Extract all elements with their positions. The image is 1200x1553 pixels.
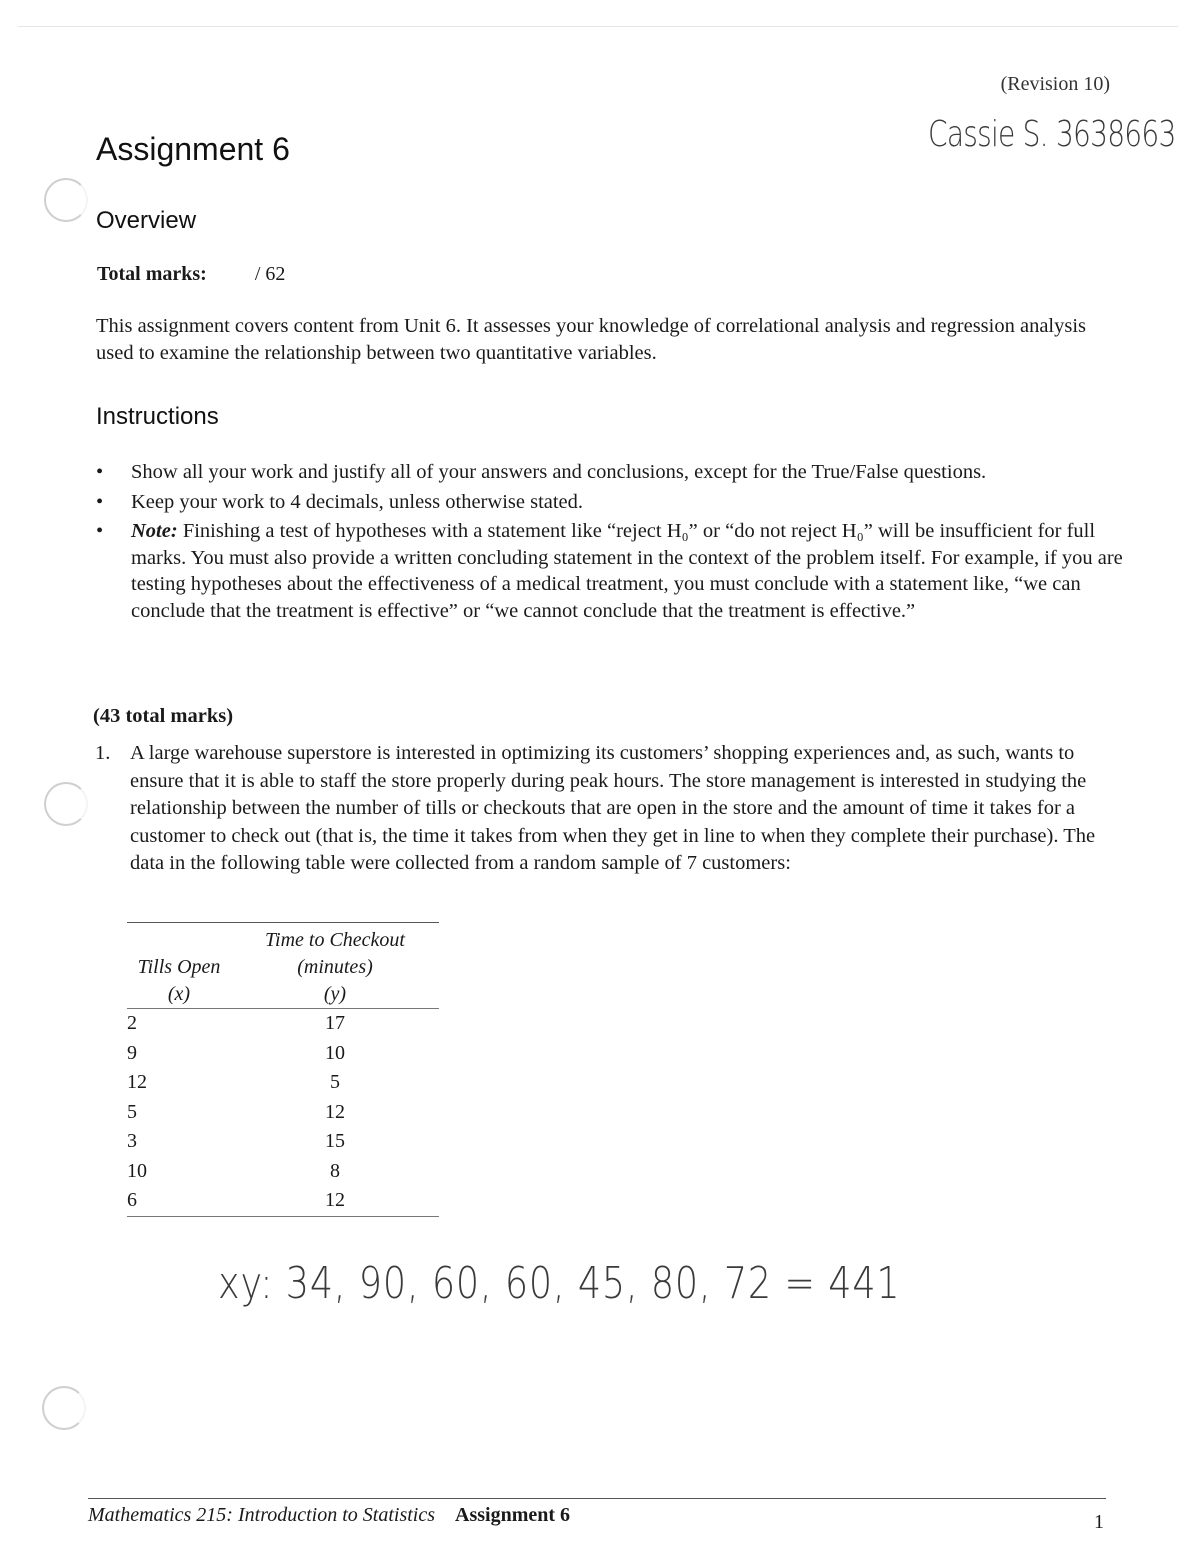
y-header-unit: (minutes) <box>297 956 373 978</box>
y-header-title: Time to Checkout <box>265 929 405 951</box>
checkout-time-cell: 12 <box>325 1189 345 1211</box>
overview-heading: Overview <box>96 207 197 234</box>
checkout-time-cell: 8 <box>330 1159 340 1182</box>
bullet: • <box>96 520 104 542</box>
checkout-time-cell: 12 <box>325 1100 345 1123</box>
section-marks: (43 total marks) <box>93 705 234 727</box>
handwritten-student-name: Cassie S. 3638663 <box>928 114 1176 155</box>
total-marks-label: Total marks: <box>97 263 207 285</box>
instructions-list <box>96 459 1136 627</box>
table-row <box>127 1098 439 1128</box>
table-row <box>127 1127 439 1157</box>
table-row <box>127 1186 439 1216</box>
list-item <box>96 518 1136 624</box>
instruction-text: Show all your work and justify all of your answers and conclusions, except for the True/False questions. <box>131 461 987 483</box>
footer-assignment: Assignment 6 <box>455 1504 571 1526</box>
tills-open-cell: 3 <box>127 1130 137 1152</box>
punch-hole-top <box>44 178 88 222</box>
table-row <box>127 1068 439 1098</box>
punch-hole-bottom <box>42 1386 86 1430</box>
data-table <box>127 922 439 1217</box>
tills-open-cell: 2 <box>127 1012 137 1034</box>
note-label: Note: <box>131 520 178 542</box>
page-title: Assignment 6 <box>96 131 290 167</box>
handwritten-xy-calculation: xy: 34, 90, 60, 60, 45, 80, 72 = 441 <box>218 1258 901 1309</box>
y-column-header <box>231 923 439 1009</box>
x-header-title: Tills Open <box>137 956 221 978</box>
checkout-time-cell: 15 <box>325 1130 345 1152</box>
revision-label: (Revision 10) <box>1000 73 1110 95</box>
x-header-symbol: (x) <box>167 983 191 1005</box>
tills-open-cell: 6 <box>127 1189 137 1211</box>
tills-open-cell: 10 <box>127 1159 147 1182</box>
top-edge-line <box>18 26 1178 27</box>
checkout-time-cell: 17 <box>325 1012 345 1034</box>
tills-open-cell: 5 <box>127 1100 137 1123</box>
table-row <box>127 1009 439 1039</box>
total-marks <box>97 263 285 286</box>
punch-hole-middle <box>44 782 88 826</box>
checkout-time-cell: 10 <box>325 1041 345 1064</box>
note-text: Finishing a test of hypotheses with a statement like “reject H₀” or “do not reject H₀” will be insufficient for full marks. You must also provide a written concluding statement in the context of the problem itself. For example, if you are testing hypotheses about the effectiveness of a medical treatment, you must conclude with a statement like, “we can conclude that the treatment is effective” or “we cannot conclude that the treatment is effective.” <box>131 520 1123 622</box>
page-footer <box>88 1504 570 1527</box>
checkout-time-cell: 5 <box>330 1071 340 1093</box>
page-number: 1 <box>1094 1511 1104 1533</box>
list-item <box>96 459 1136 486</box>
table-row <box>127 1039 439 1069</box>
question-1 <box>95 740 1110 878</box>
footer-course: Mathematics 215: Introduction to Statistics <box>88 1504 436 1526</box>
question-number: 1. <box>95 742 111 764</box>
table-row <box>127 1157 439 1187</box>
total-marks-value: / 62 <box>254 263 286 285</box>
bullet: • <box>96 490 104 513</box>
bullet: • <box>96 461 104 483</box>
tills-open-cell: 12 <box>127 1071 147 1093</box>
x-column-header <box>127 923 231 1009</box>
footer-divider <box>88 1498 1106 1499</box>
table-header-row <box>127 923 439 1009</box>
question-text: A large warehouse superstore is interested in optimizing its customers’ shopping experiences and, as such, wants to ensure that it is able to staff the store properly during peak hours. The store management is interested in studying the relationship between the number of tills or checkouts that are open in the store and the amount of time it takes for a customer to check out (that is, the time it takes from when they get in line to when they complete their purchase). The data in the following table were collected from a random sample of 7 customers: <box>130 742 1096 874</box>
overview-description: This assignment covers content from Unit 6. It assesses your knowledge of correlational analysis and regression analysis used to examine the relationship between two quantitative variables. <box>96 315 1087 364</box>
instruction-text: Keep your work to 4 decimals, unless otherwise stated. <box>131 490 584 513</box>
y-header-symbol: (y) <box>323 983 347 1005</box>
list-item <box>96 489 1136 516</box>
tills-open-cell: 9 <box>127 1041 137 1064</box>
instructions-heading: Instructions <box>96 403 219 430</box>
